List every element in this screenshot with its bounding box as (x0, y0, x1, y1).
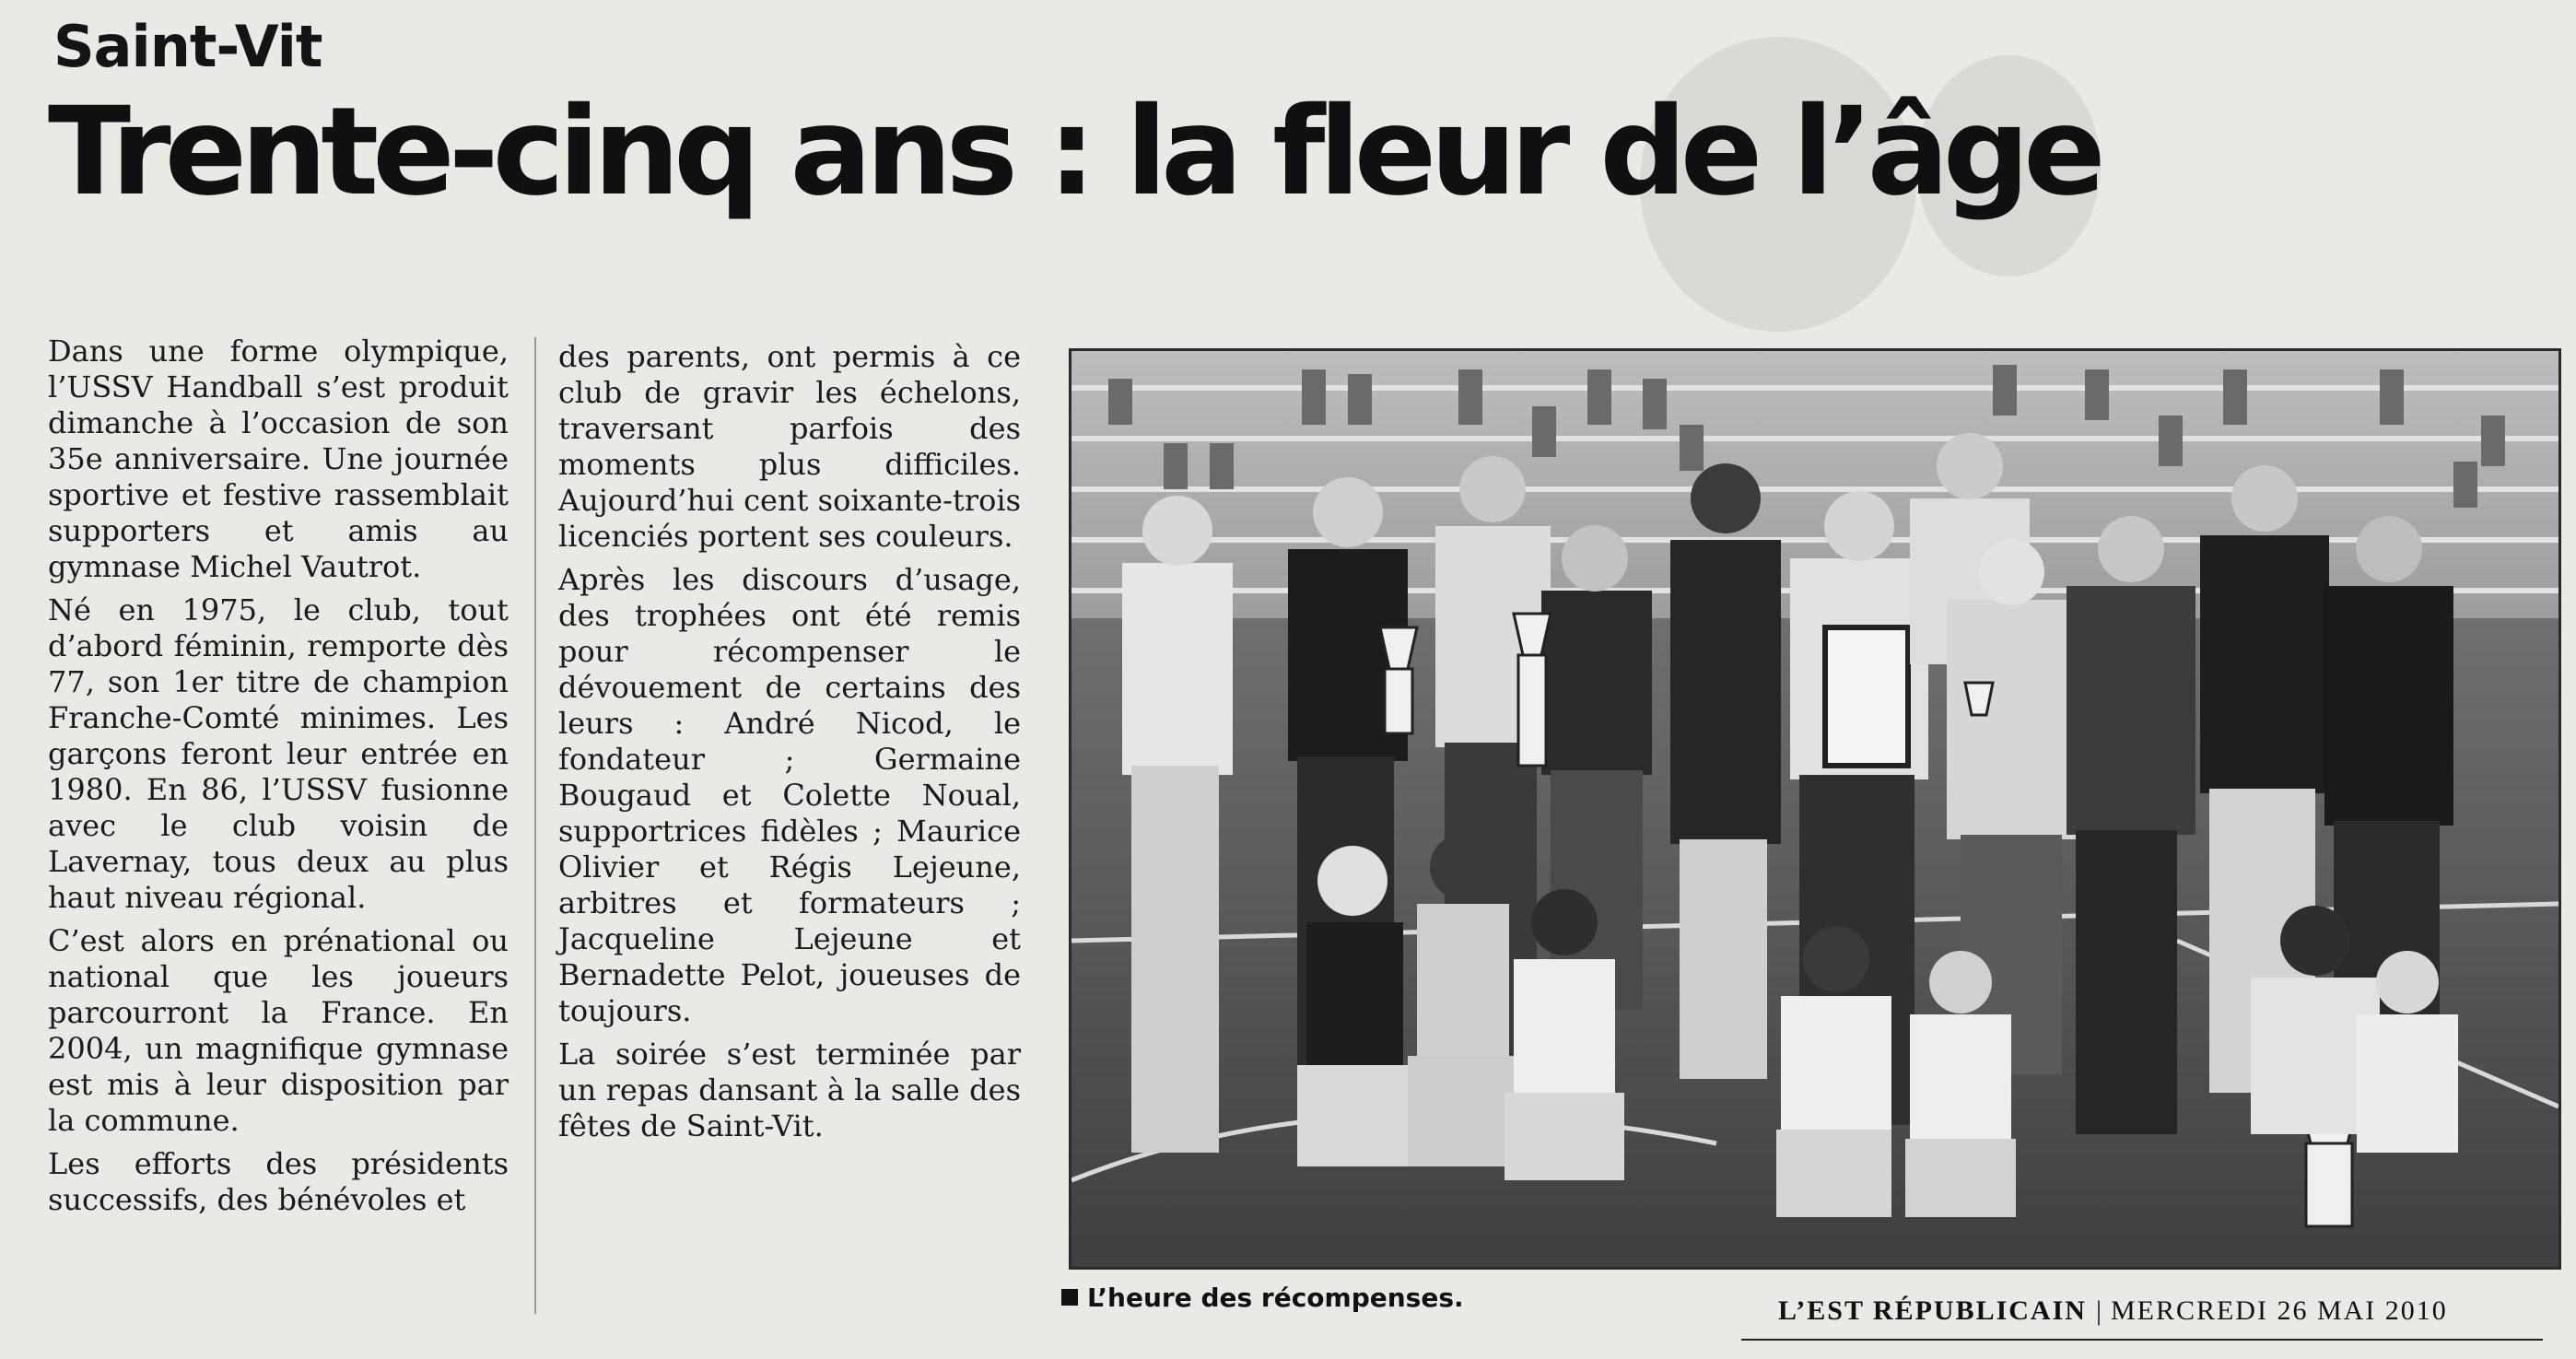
paragraph: La soirée s’est terminée par un repas dansant à la salle des fêtes de Saint-Vit. (558, 1037, 1021, 1143)
paragraph: Dans une forme olympique, l’USSV Handball s’est produit dimanche à l’occasion de son 35e anniversaire. Une journée sportive et festive rassemblait supporters et amis au gymnase Michel Vautrot. (48, 334, 509, 584)
article-headline: Trente-cinq ans : la fleur de l’âge (48, 81, 2100, 223)
photo-caption-text: L’heure des récompenses. (1087, 1283, 1464, 1313)
footer-rule (1741, 1339, 2543, 1341)
footer-separator: | (2095, 1295, 2102, 1326)
photo-caption (1061, 1283, 1464, 1313)
newspaper-name: L’EST RÉPUBLICAIN (1778, 1295, 2087, 1326)
paragraph: Après les discours d’usage, des trophées ont été remis pour récompenser le dévouement de certains des leurs : André Nicod, le fondateur ; Germaine Bougaud et Colette Noual, supportrices fidèles ; Maurice Olivier et Régis Lejeune, arbitres et formateurs ; Jacqueline Lejeune et Bernadette Pelot, joueuses de toujours. (558, 562, 1021, 1028)
publication-date: MERCREDI 26 MAI 2010 (2110, 1295, 2448, 1326)
paragraph: C’est alors en prénational ou national que les joueurs parcourront la France. En 2004, un magnifique gymnase est mis à leur disposition par la commune. (48, 923, 509, 1138)
paragraph: Né en 1975, le club, tout d’abord féminin, remporte dès 77, son 1er titre de champion Franche-Comté minimes. Les garçons feront leur entrée en 1980. En 86, l’USSV fusionne avec le club voisin de Lavernay, tous deux au plus haut niveau régional. (48, 592, 509, 915)
column-divider (534, 337, 536, 1314)
caption-bullet-icon (1061, 1289, 1078, 1306)
article-kicker: Saint-Vit (53, 13, 322, 80)
group-photo (1069, 348, 2561, 1270)
paragraph: Les efforts des présidents successifs, des bénévoles et (48, 1146, 509, 1217)
article-column-1 (48, 334, 509, 1225)
paragraph: des parents, ont permis à ce club de gravir les échelons, traversant parfois des moments plus difficiles. Aujourd’hui cent soixante-trois licenciés portent ses couleurs. (558, 339, 1021, 554)
show-through-text (2045, 9, 2561, 341)
group-photo-illustration (1071, 351, 2558, 1267)
page-footer (1778, 1295, 2448, 1327)
article-column-2 (558, 339, 1021, 1152)
